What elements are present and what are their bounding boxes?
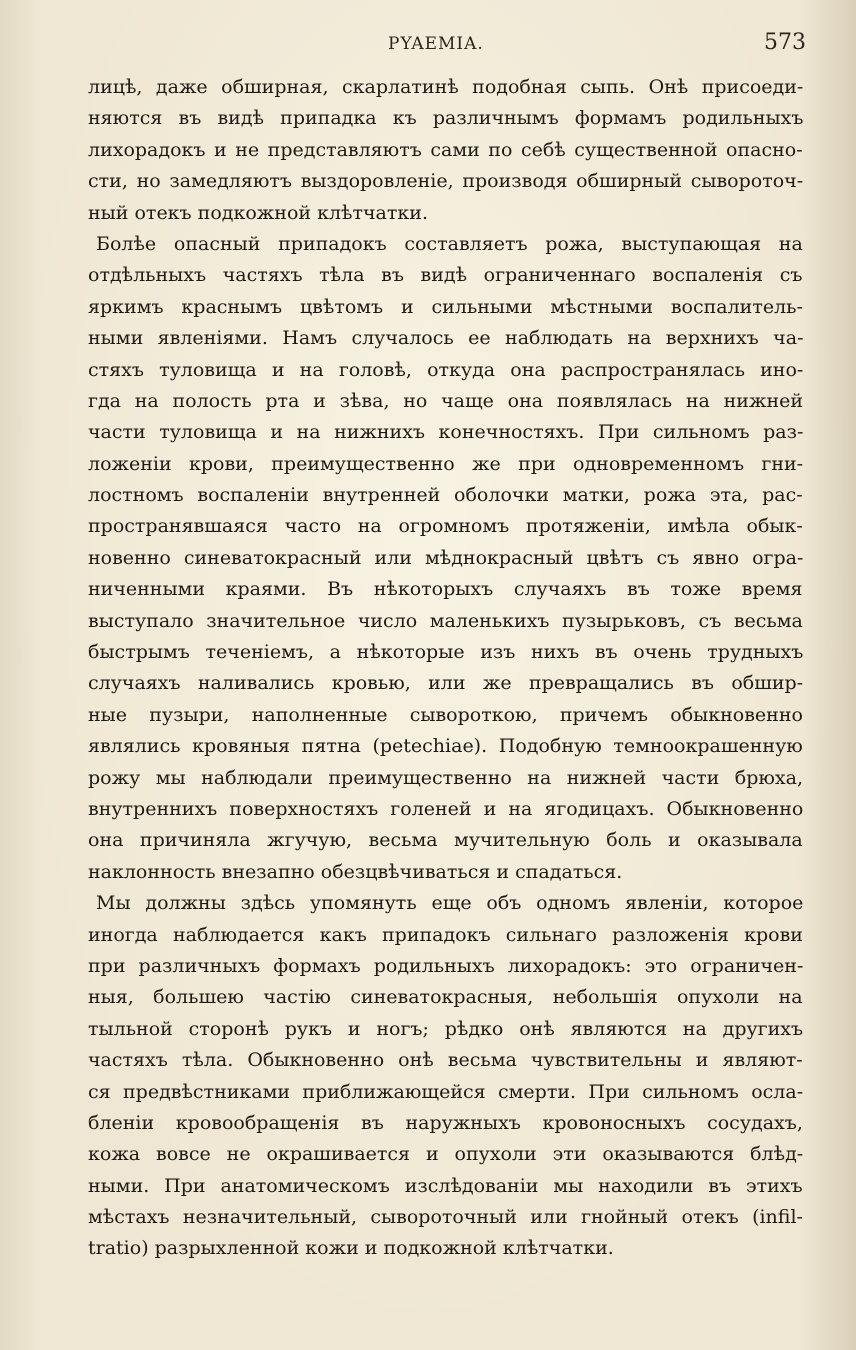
text-line: ные пузыри, наполненные сывороткою, причемъ обыкновенно xyxy=(88,703,803,726)
text-line: яркимъ краснымъ цвѣтомъ и сильными мѣстными воспалитель- xyxy=(88,295,803,318)
text-line: новенно синеватокрасный или мѣднокрасный цвѣтъ съ явно огра- xyxy=(88,546,803,569)
page-number: 573 xyxy=(764,30,806,55)
text-line: являлись кровяныя пятна (petechiae). Подобную темноокрашенную xyxy=(88,735,803,758)
text-line: наклонность внезапно обезцвѣчиваться и спадаться. xyxy=(88,860,623,883)
paragraph-3 xyxy=(88,888,803,1265)
paragraph-2 xyxy=(88,229,803,888)
text-line: мѣстахъ незначительный, сывороточный или гнойный отекъ (infil- xyxy=(88,1206,803,1229)
text-line: няются въ видѣ припадка къ различнымъ формамъ родильныхъ xyxy=(88,107,803,130)
text-line: сти, но замедляютъ выздоровленіе, производя обширный сывороточ- xyxy=(88,170,803,193)
page-header xyxy=(88,30,808,60)
text-line: ся предвѣстниками приближающейся смерти. При сильномъ осла- xyxy=(88,1080,803,1103)
text-line: лицѣ, даже обширная, скарлатинѣ подобная сыпь. Онѣ присоеди- xyxy=(88,76,803,98)
body-text xyxy=(88,72,803,1265)
text-line: лихорадокъ и не представляютъ сами по себѣ существенной опасно- xyxy=(88,138,803,161)
text-line: отдѣльныхъ частяхъ тѣла въ видѣ ограниченнаго воспаленія съ xyxy=(88,264,803,287)
text-line: частяхъ тѣла. Обыкновенно онѣ весьма чувствительны и являют- xyxy=(88,1049,803,1072)
text-line: рожу мы наблюдали преимущественно на нижней части брюха, xyxy=(88,766,803,789)
text-line: Мы должны здѣсь упомянуть еще объ одномъ явленіи, которое xyxy=(96,892,804,915)
text-line: иногда наблюдается какъ припадокъ сильнаго разложенія крови xyxy=(88,923,803,946)
text-line: тыльной сторонѣ рукъ и ногъ; рѣдко онѣ являются на другихъ xyxy=(88,1017,803,1040)
text-line: ниченными краями. Въ нѣкоторыхъ случаяхъ въ тоже время xyxy=(88,578,803,601)
text-line: она причиняла жгучую, весьма мучительную боль и оказывала xyxy=(88,829,803,852)
paragraph-1 xyxy=(88,72,803,229)
text-line: лостномъ воспаленіи внутренней оболочки матки, рожа эта, рас- xyxy=(88,484,803,507)
text-line: ными явленіями. Намъ случалось ее наблюдать на верхнихъ ча- xyxy=(88,327,803,350)
text-line: ныя, большею частію синеватокрасныя, небольшія опухоли на xyxy=(88,986,803,1009)
text-line: Болѣе опасный припадокъ составляетъ рожа, выступающая на xyxy=(96,232,803,255)
text-line: выступало значительное число маленькихъ пузырьковъ, съ весьма xyxy=(88,609,803,632)
text-line: tratio) разрыхленной кожи и подкожной клѣтчатки. xyxy=(88,1237,614,1260)
text-line: бленіи кровообращенія въ наружныхъ кровоносныхъ сосудахъ, xyxy=(88,1111,803,1134)
text-line: случаяхъ наливались кровью, или же превращались въ обшир- xyxy=(88,672,803,695)
text-line: быстрымъ теченіемъ, а нѣкоторые изъ нихъ въ очень трудныхъ xyxy=(88,641,803,664)
text-line: ложеніи крови, преимущественно же при одновременномъ гни- xyxy=(88,452,803,475)
text-line: гда на полость рта и зѣва, но чаще она появлялась на нижней xyxy=(88,389,803,412)
text-line: внутреннихъ поверхностяхъ голеней и на ягодицахъ. Обыкновенно xyxy=(88,797,803,820)
running-head: PYAEMIA. xyxy=(388,34,484,54)
text-line: кожа вовсе не окрашивается и опухоли эти оказываются блѣд- xyxy=(88,1143,803,1166)
text-line: пространявшаяся часто на огромномъ протяженіи, имѣла обык- xyxy=(88,515,803,538)
text-line: стяхъ туловища и на головѣ, откуда она распространялась ино- xyxy=(88,358,803,381)
text-line: ными. При анатомическомъ изслѣдованіи мы находили въ этихъ xyxy=(88,1174,803,1197)
text-line: при различныхъ формахъ родильныхъ лихорадокъ: это ограничен- xyxy=(88,954,803,977)
text-line: ный отекъ подкожной клѣтчатки. xyxy=(88,201,428,224)
text-line: части туловища и на нижнихъ конечностяхъ. При сильномъ раз- xyxy=(88,421,803,444)
